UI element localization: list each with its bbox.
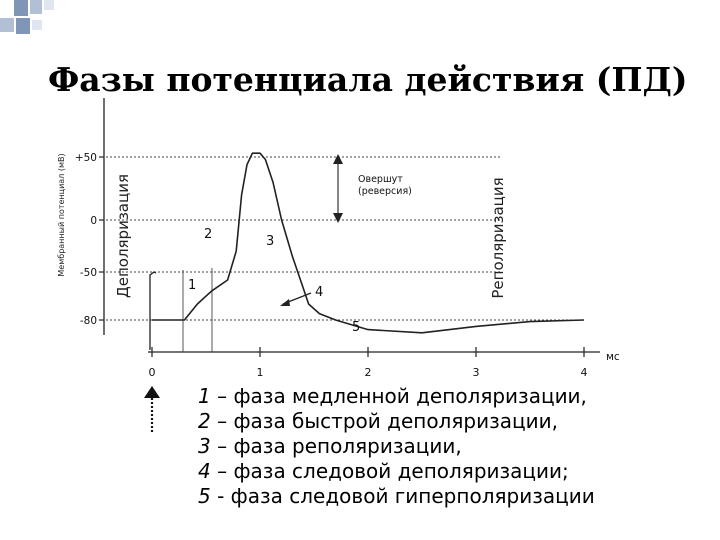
x-tick-label: 0 [148,366,156,379]
overshoot-arrow-down [333,213,343,223]
stimulus-arrow-head [144,386,160,398]
x-tick-label: 2 [364,366,372,379]
legend-row-text: - фаза следовой гиперполяризации [210,484,595,508]
legend-row-text: – фаза быстрой деполяризации, [210,409,558,433]
legend-row-text: – фаза следовой деполяризации; [210,459,569,483]
y-tick-label: -50 [79,267,97,279]
x-tick-label: 1 [256,366,264,379]
stimulus-trace [150,272,156,350]
phase-label: 3 [266,234,275,249]
overshoot-label: Овершут [358,174,403,185]
legend-row-text: – фаза медленной деполяризации, [210,384,587,408]
phase-label: 4 [315,285,324,300]
y-tick-label: 0 [90,215,97,227]
legend-row [198,384,595,409]
legend-row-number: 5 [198,484,211,508]
repolarization-label: Реполяризация [489,177,507,299]
chart-axes [57,98,620,379]
slide-title: Фазы потенциала действия (ПД) [48,60,688,99]
overshoot-label: (реверсия) [358,186,412,197]
x-tick-label: 3 [472,366,480,379]
legend-row-number: 2 [198,409,211,433]
phase-label: 2 [204,227,213,242]
phase-label: 5 [352,320,361,335]
y-axis-label: Мембранный потенциал (мВ) [57,153,66,277]
legend-row [198,459,595,484]
legend-row [198,409,595,434]
depolarization-label: Деполяризация [114,174,132,298]
x-tick-label: 4 [580,366,588,379]
legend-row-number: 1 [198,384,211,408]
legend-row-number: 4 [198,459,211,483]
phase-legend [198,384,595,509]
legend-row-text: – фаза реполяризации, [210,434,462,458]
legend-row [198,434,595,459]
x-axis-label: мс [606,351,620,363]
overshoot-arrow-up [333,154,343,164]
phase-label: 1 [188,278,197,293]
legend-row [198,484,595,509]
y-tick-label: +50 [74,152,97,164]
legend-row-number: 3 [198,434,211,458]
y-tick-label: -80 [79,315,97,327]
phase4-arrow-head [280,299,290,306]
